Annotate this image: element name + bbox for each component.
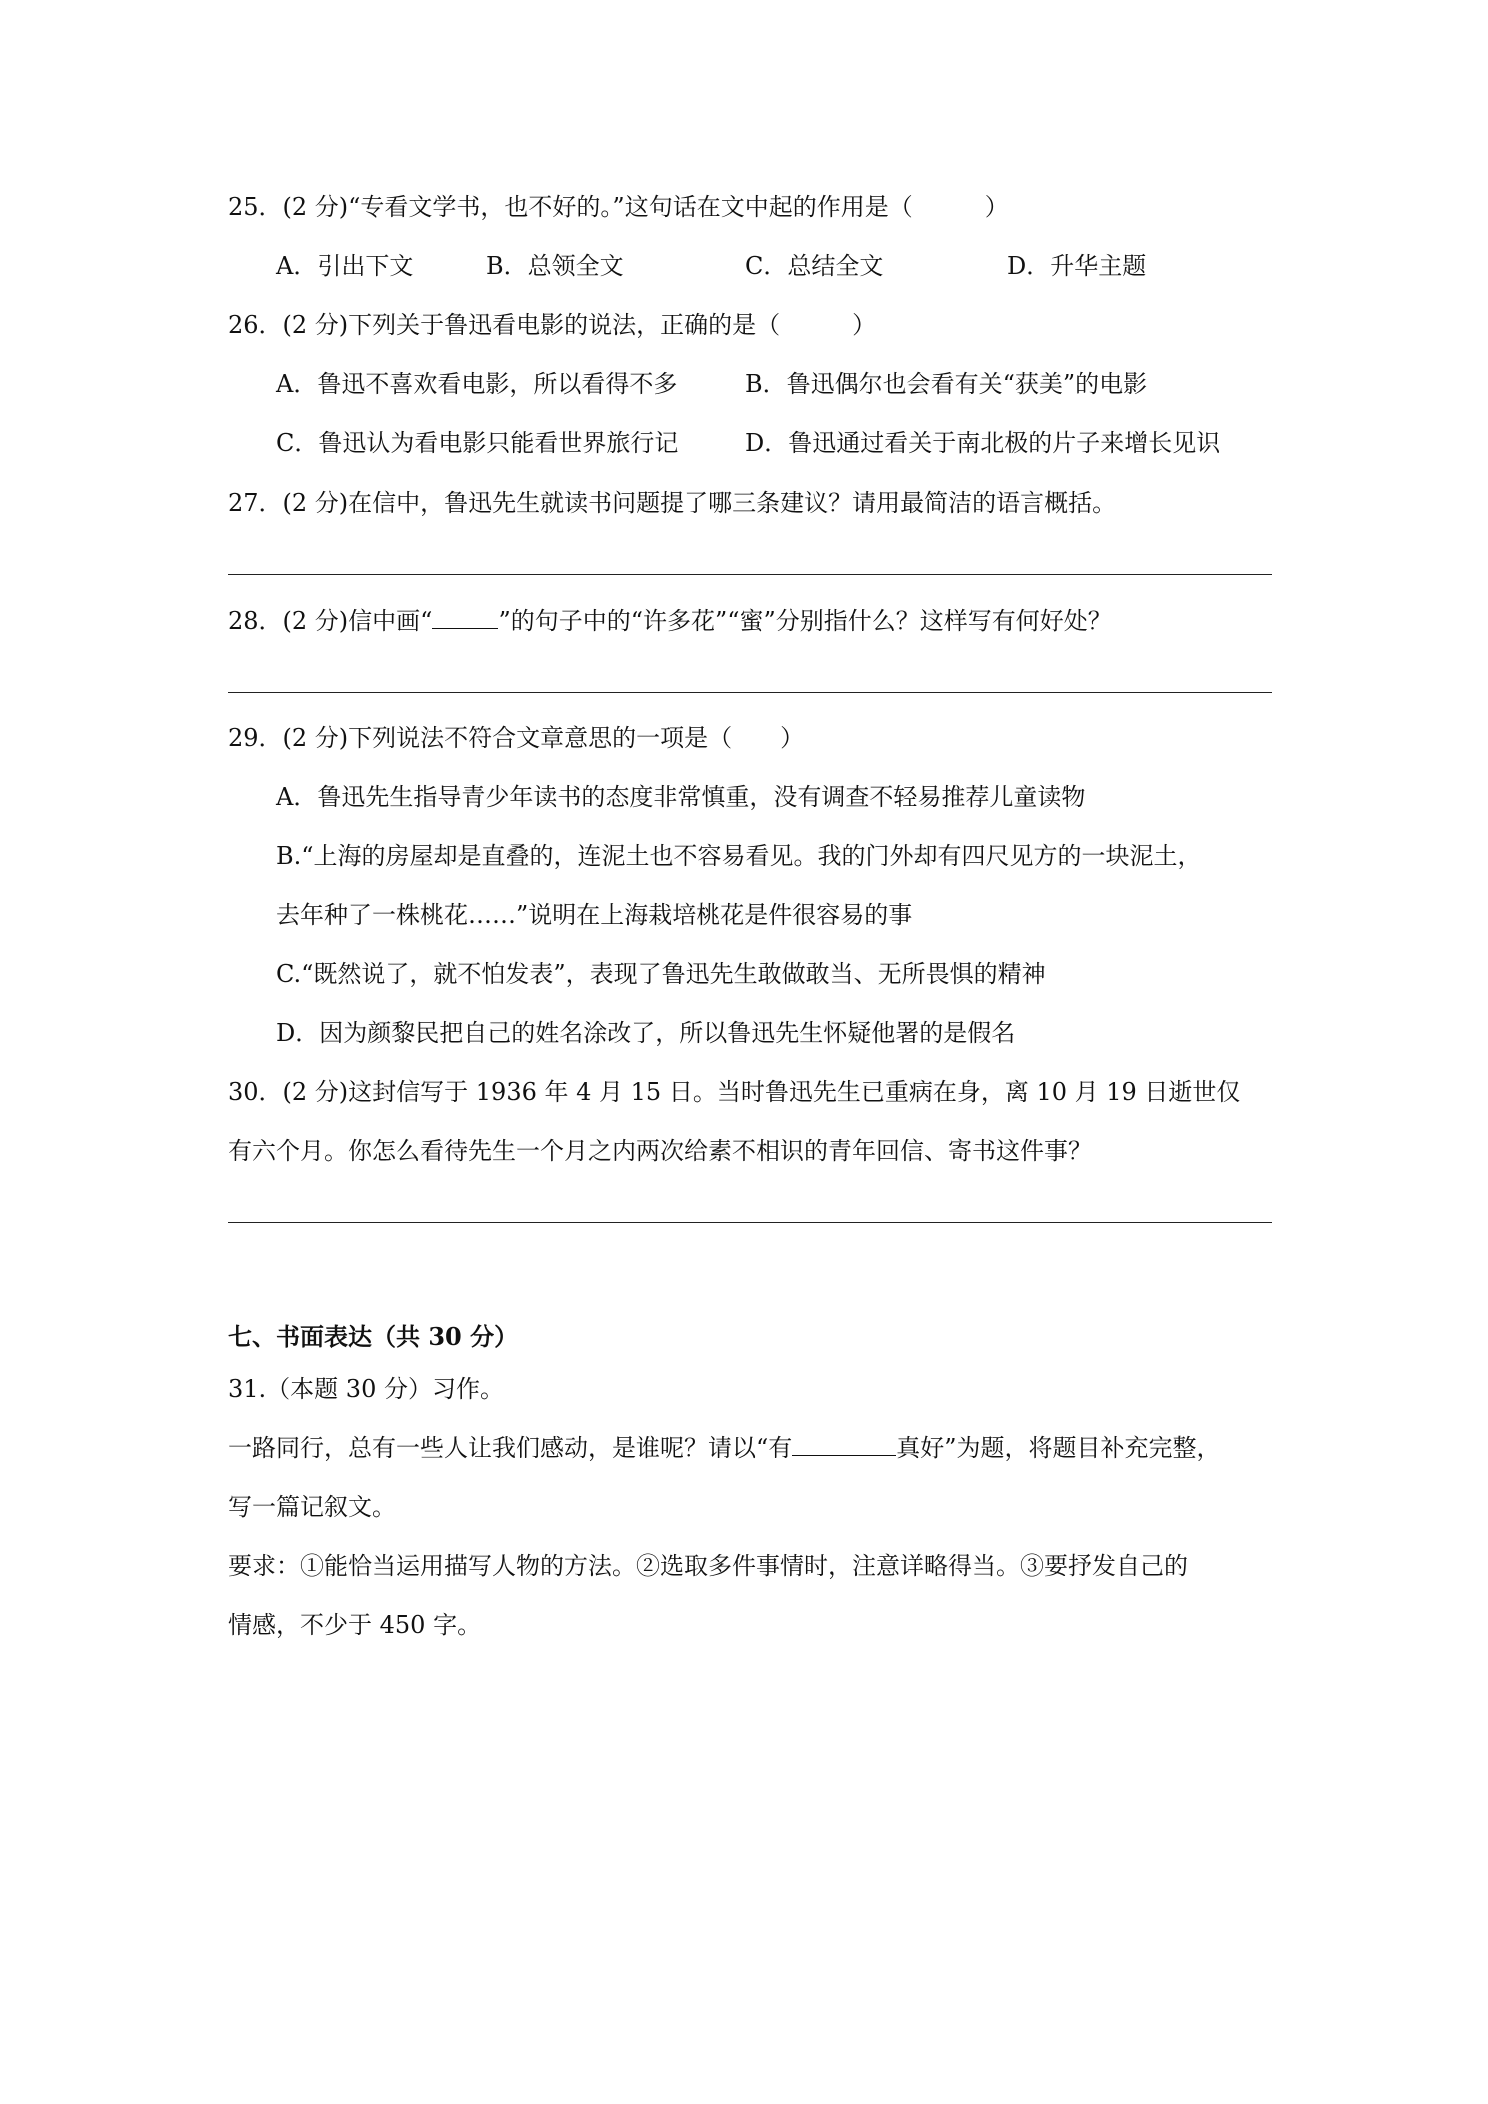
section-heading: 七、书面表达（共 30 分）	[228, 1322, 519, 1351]
q28-underline-sample	[432, 628, 498, 629]
q26-option-d: D．鲁迅通过看关于南北极的片子来增长见识	[745, 429, 1221, 457]
q26-option-a: A．鲁迅不喜欢看电影，所以看得不多	[276, 370, 678, 398]
q31-prompt-line2: 写一篇记叙文。	[228, 1493, 396, 1521]
q28-stem-before: 28．(2 分)信中画“	[228, 607, 433, 635]
q27-answer-line	[228, 574, 1272, 575]
q25-option-b: B．总领全文	[486, 252, 624, 280]
q29-option-c: C.“既然说了，就不怕发表”，表现了鲁迅先生敢做敢当、无所畏惧的精神	[276, 960, 1046, 988]
q26-option-b: B．鲁迅偶尔也会看有关“获美”的电影	[745, 370, 1148, 398]
q28-stem-after: ”的句子中的“许多花”“蜜”分别指什么？这样写有何好处？	[498, 607, 1112, 635]
q31-title-blank	[792, 1455, 896, 1456]
q29-option-a: A．鲁迅先生指导青少年读书的态度非常慎重，没有调查不轻易推荐儿童读物	[276, 783, 1086, 811]
q30-answer-line	[228, 1222, 1272, 1223]
q26-option-c: C．鲁迅认为看电影只能看世界旅行记	[276, 429, 679, 457]
q31-prompt-before: 一路同行，总有一些人让我们感动，是谁呢？请以“有	[228, 1434, 793, 1462]
q31-title: 31.（本题 30 分）习作。	[228, 1375, 504, 1403]
q29-option-b-line1: B.“上海的房屋却是直叠的，连泥土也不容易看见。我的门外却有四尺见方的一块泥土，	[276, 842, 1202, 870]
q26-stem: 26．(2 分)下列关于鲁迅看电影的说法，正确的是（ ）	[228, 311, 877, 339]
q29-option-b-line2: 去年种了一株桃花……”说明在上海栽培桃花是件很容易的事	[276, 901, 913, 929]
q31-requirements-line2: 情感，不少于 450 字。	[228, 1611, 482, 1639]
q29-stem: 29．(2 分)下列说法不符合文章意思的一项是（ ）	[228, 724, 805, 752]
q29-option-d: D．因为颜黎民把自己的姓名涂改了，所以鲁迅先生怀疑他署的是假名	[276, 1019, 1016, 1047]
q27-stem: 27．(2 分)在信中，鲁迅先生就读书问题提了哪三条建议？请用最简洁的语言概括。	[228, 489, 1117, 517]
q25-option-d: D．升华主题	[1007, 252, 1147, 280]
q28-answer-line	[228, 692, 1272, 693]
q25-option-a: A．引出下文	[276, 252, 414, 280]
q31-prompt-line1	[228, 1433, 1221, 1463]
q31-prompt-after: 真好”为题，将题目补充完整，	[896, 1434, 1221, 1462]
q25-stem: 25．(2 分)“专看文学书，也不好的。”这句话在文中起的作用是（ ）	[228, 193, 1009, 221]
q25-option-c: C．总结全文	[745, 252, 884, 280]
q30-stem-line1: 30．(2 分)这封信写于 1936 年 4 月 15 日。当时鲁迅先生已重病在身，离 10 月 19 日逝世仅	[228, 1078, 1241, 1106]
q28-stem	[228, 606, 1112, 636]
q31-requirements-line1: 要求：①能恰当运用描写人物的方法。②选取多件事情时，注意详略得当。③要抒发自己的	[228, 1552, 1188, 1580]
q30-stem-line2: 有六个月。你怎么看待先生一个月之内两次给素不相识的青年回信、寄书这件事？	[228, 1137, 1092, 1165]
